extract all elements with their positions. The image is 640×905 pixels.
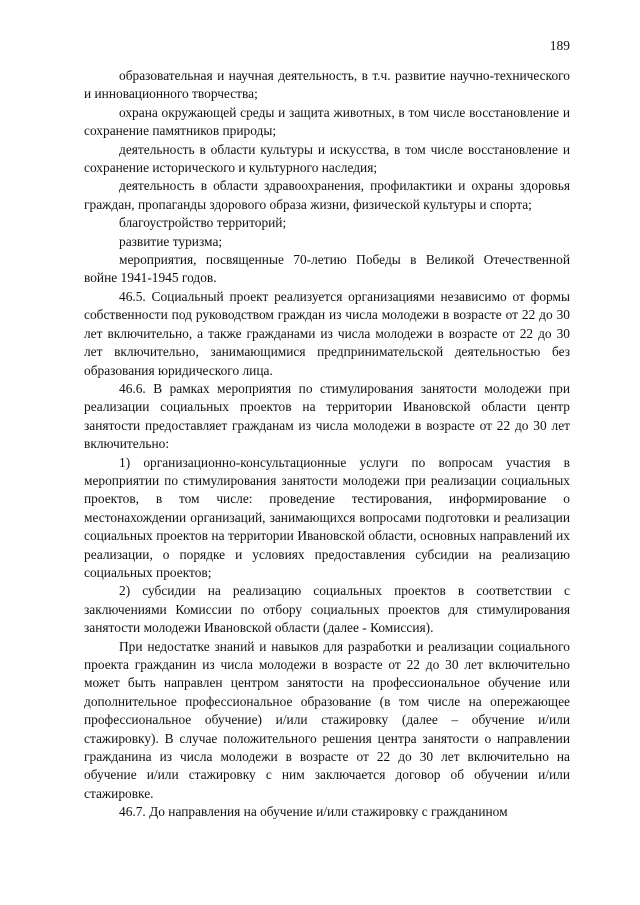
paragraph-46-7: 46.7. До направления на обучение и/или стажировку с гражданином: [119, 804, 508, 820]
paragraph-46-5: 46.5. Социальный проект реализуется организациями независимо от формы собственности под руководством граждан из числа молодежи в возрасте от 22 до 30 лет включительно, а также гражданами из числа молодежи в возрасте от 22 до 30 лет включительно, занимающимися предпринимательской деятельностью без образования юридического лица.: [84, 288, 570, 378]
paragraph-training: При недостатке знаний и навыков для разработки и реализации социального проекта гражданин из числа молодежи в возрасте от 22 до 30 лет включительно может быть направлен центром занятости на профессиональное обучение или дополнительное профессиональное образование (в том числе на опережающее профессиональное обучение) и/или стажировку (далее – обучение и/или стажировку). В случае положительного решения центра занятости о направлении гражданина из числа молодежи в возрасте от 22 до 30 лет включительно на обучение и/или стажировку с ним заключается договор об обучении и/или стажировке.: [84, 638, 570, 801]
page-number: 189: [549, 38, 570, 53]
paragraph-tourism: развитие туризма;: [119, 233, 223, 249]
document-body: [84, 67, 570, 822]
paragraph-landscaping: благоустройство территорий;: [119, 215, 287, 231]
paragraph-environment: охрана окружающей среды и защита животных, в том числе восстановление и сохранение памятников природы;: [84, 104, 570, 139]
paragraph-education: образовательная и научная деятельность, в т.ч. развитие научно-технического и инновационного творчества;: [84, 68, 570, 102]
paragraph-item-2: 2) субсидии на реализацию социальных проектов в соответствии с заключениями Комиссии по отбору социальных проектов для стимулирования занятости молодежи Ивановской области (далее - Комиссия).: [84, 583, 570, 636]
paragraph-46-6: 46.6. В рамках мероприятия по стимулирования занятости молодежи при реализации социальных проектов на территории Ивановской области центр занятости предоставляет гражданам из числа молодежи в возрасте от 22 до 30 лет включительно:: [84, 380, 570, 452]
paragraph-health: деятельность в области здравоохранения, профилактики и охраны здоровья граждан, пропаганды здорового образа жизни, физической культуры и спорта;: [84, 178, 570, 212]
paragraph-culture: деятельность в области культуры и искусства, в том числе восстановление и сохранение исторического и культурного наследия;: [84, 141, 570, 176]
paragraph-victory-anniversary: мероприятия, посвященные 70-летию Победы в Великой Отечественной войне 1941-1945 годов.: [84, 252, 570, 286]
paragraph-item-1: 1) организационно-консультационные услуги по вопросам участия в мероприятии по стимулирования занятости молодежи при реализации социальных проектов, в том числе: проведение тестирования, информирование о местонахождении организаций, занимающихся вопросами подготовки и реализации социальных проектов на территории Ивановской области, основных направлений их реализации, о порядке и условиях предоставления субсидии на реализацию социальных проектов;: [84, 454, 570, 580]
